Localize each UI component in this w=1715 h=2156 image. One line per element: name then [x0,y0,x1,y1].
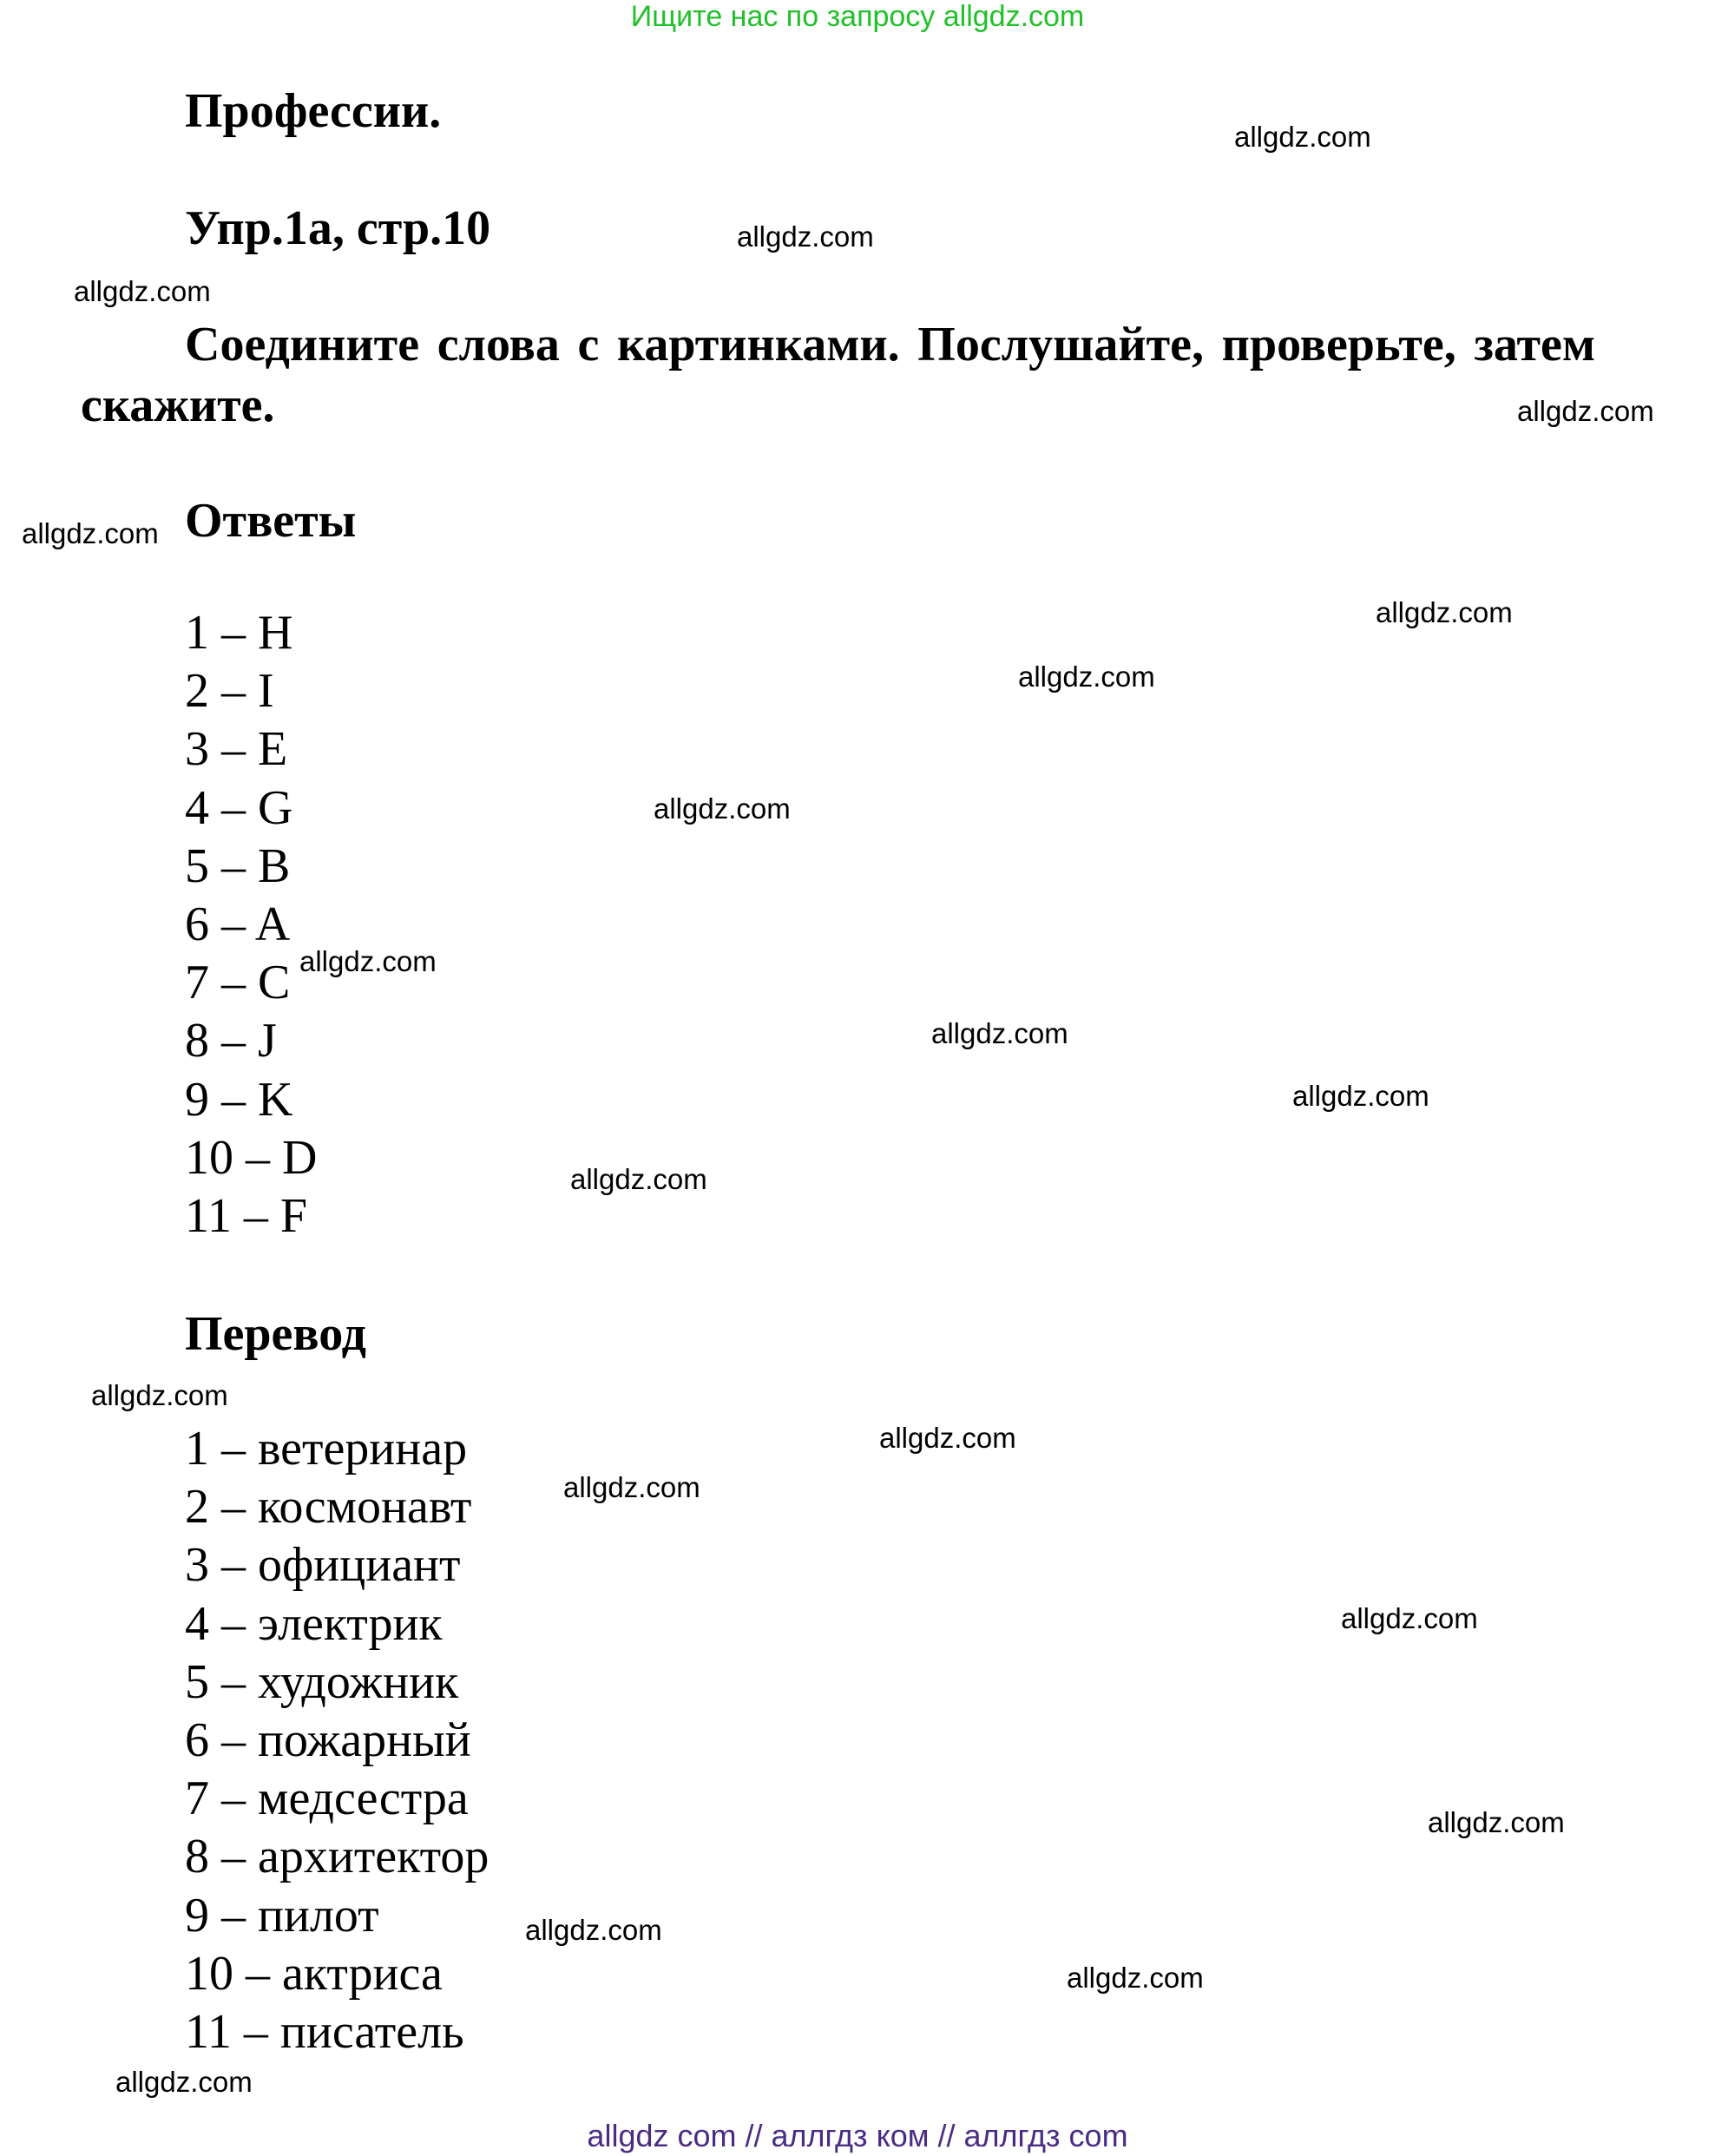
translation-item: 2 – космонавт [185,1480,472,1535]
watermark: allgdz.com [22,517,159,549]
watermark: allgdz.com [563,1471,700,1503]
watermark: allgdz.com [74,275,211,307]
answers-list [185,604,317,1246]
footer-links: allgdz com // аллгдз ком // аллгдз com [587,2118,1128,2153]
answer-item: 9 – K [185,1072,293,1127]
watermark: allgdz.com [1517,395,1654,427]
translation-item: 3 – официант [185,1538,461,1593]
translation-list [185,1420,489,2061]
watermark: allgdz.com [525,1914,662,1946]
watermark: allgdz.com [1376,596,1513,628]
watermark: allgdz.com [91,1379,228,1411]
answer-item: 5 – B [185,838,291,893]
exercise-reference: Упр.1а, стр.10 [185,201,491,255]
answer-item: 3 – E [185,722,288,777]
answers-heading: Ответы [185,494,357,548]
translation-item: 9 – пилот [185,1888,379,1942]
watermark: allgdz.com [1234,121,1371,153]
watermark: allgdz.com [570,1163,707,1195]
translation-item: 1 – ветеринар [185,1422,468,1476]
watermark: allgdz.com [1018,661,1155,693]
watermark: allgdz.com [1292,1080,1429,1112]
translation-item: 5 – художник [185,1654,459,1709]
watermark: allgdz.com [115,2066,253,2098]
translation-item: 11 – писатель [185,2005,464,2060]
top-banner: Ищите нас по запросу allgdz.com [630,0,1085,33]
answer-item: 6 – A [185,897,291,952]
translation-item: 7 – медсестра [185,1771,469,1826]
instruction-content: Соедините слова с картинками. Послушайте, проверьте, затем скажите. [81,318,1595,432]
watermark: allgdz.com [299,945,437,977]
watermark: allgdz.com [1341,1602,1478,1634]
answer-item: 8 – J [185,1014,277,1068]
translation-item: 8 – архитектор [185,1830,490,1884]
watermark: allgdz.com [1067,1962,1204,1994]
translation-item: 6 – пожарный [185,1713,471,1768]
watermark: allgdz.com [879,1422,1016,1454]
answer-item: 1 – H [185,606,293,660]
watermark: allgdz.com [654,792,791,825]
watermark: allgdz.com [931,1017,1068,1049]
translation-item: 4 – электрик [185,1596,443,1651]
instruction-text [81,314,1595,436]
translation-heading: Перевод [185,1307,366,1361]
answer-item: 7 – C [185,956,291,1010]
answer-item: 10 – D [185,1130,318,1185]
translation-item: 10 – актриса [185,1946,443,2001]
answer-item: 2 – I [185,664,274,719]
page-title: Профессии. [185,84,442,138]
watermark: allgdz.com [1428,1806,1565,1838]
answer-item: 4 – G [185,780,293,835]
watermark: allgdz.com [737,220,874,253]
answer-item: 11 – F [185,1189,308,1244]
